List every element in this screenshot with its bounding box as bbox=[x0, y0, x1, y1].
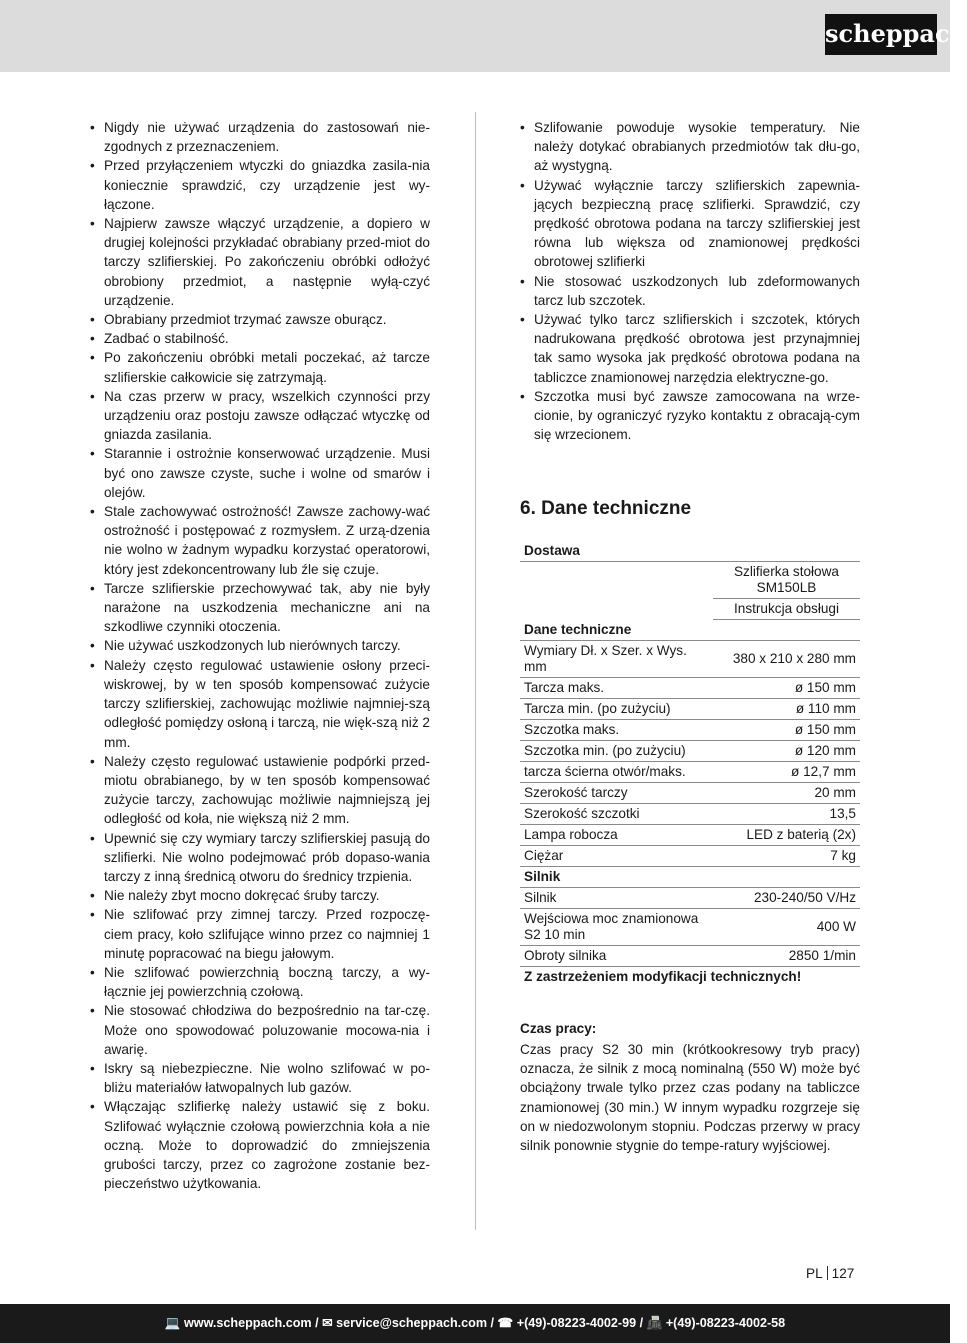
motor-header: Silnik bbox=[520, 867, 860, 888]
table-row bbox=[520, 678, 860, 699]
column-divider bbox=[475, 112, 476, 1230]
spec-value: 230-240/50 V/Hz bbox=[713, 888, 860, 909]
tech-header: Dane techniczne bbox=[520, 620, 860, 641]
spec-value: 2850 1/min bbox=[713, 946, 860, 967]
footer-sep-2: / bbox=[490, 1316, 495, 1330]
safety-list-right bbox=[520, 118, 860, 444]
modification-note: Z zastrzeżeniem modyfikacji technicznych! bbox=[524, 969, 802, 984]
spec-label: Tarcza maks. bbox=[520, 678, 713, 699]
list-item: • Najpierw zawsze włączyć urządzenie, a dopiero w drugiej kolejności przykładać obrabiany przed-miot do tarczy szlifierskiej. Po zakończeniu obróbki odłożyć obrobiony przedmiot, a następnie wyłą-czyć urządzenie. bbox=[90, 214, 430, 310]
phone-icon: ☎ bbox=[497, 1316, 514, 1330]
list-item: • Nie należy zbyt mocno dokręcać śruby tarczy. bbox=[90, 886, 430, 905]
spec-label: Szerokość szczotki bbox=[520, 804, 713, 825]
delivery-header: Dostawa bbox=[520, 541, 860, 562]
list-item: • Należy często regulować ustawienie podpórki przed-miotu obrabianego, by w ten sposób kompensować zużycie tarczy, zachowując możliwie najmniejszą jej odległość od koła, nie większą niż 2 mm. bbox=[90, 752, 430, 829]
spec-label: Szczotka min. (po zużyciu) bbox=[520, 741, 713, 762]
list-item: • Na czas przerw w pracy, wszelkich czynności przy urządzeniu oraz postoju zawsze odłączać wtyczkę od gniazda zasilania. bbox=[90, 387, 430, 445]
table-row bbox=[520, 825, 860, 846]
list-item: • Nigdy nie używać urządzenia do zastosowań nie-zgodnych z przeznaczeniem. bbox=[90, 118, 430, 156]
spec-value: ø 12,7 mm bbox=[713, 762, 860, 783]
spec-label: Szczotka maks. bbox=[520, 720, 713, 741]
table-row bbox=[520, 967, 860, 988]
table-row bbox=[520, 562, 860, 599]
list-item: • Używać wyłącznie tarczy szlifierskich zapewnia-jących bezpieczną pracę szlifierki. Sprawdzić, czy prędkość obrotowa podana na tarczy szlifierskiej jest równa lub większa od znamionowej prędkości obrotowej szlifierki bbox=[520, 176, 860, 272]
list-item: • Nie stosować chłodziwa do bezpośrednio na tar-czę. Może ono spowodować poluzowanie mocowa-nia i awarię. bbox=[90, 1001, 430, 1059]
spec-value: 7 kg bbox=[713, 846, 860, 867]
table-cell-empty bbox=[520, 599, 713, 620]
spec-value: 380 x 210 x 280 mm bbox=[713, 641, 860, 678]
list-item: • Nie szlifować powierzchnią boczną tarczy, a wy-łącznie jej powierzchnią czołową. bbox=[90, 963, 430, 1001]
header-bar bbox=[0, 0, 950, 72]
list-item: • Starannie i ostrożnie konserwować urządzenie. Musi być ono zawsze czyste, suche i wolne od smarów i olejów. bbox=[90, 444, 430, 502]
table-row bbox=[520, 846, 860, 867]
footer-email[interactable]: service@scheppach.com bbox=[336, 1316, 488, 1330]
spec-value: LED z baterią (2x) bbox=[713, 825, 860, 846]
spec-value: 400 W bbox=[713, 909, 860, 946]
spec-label: Silnik bbox=[520, 888, 713, 909]
mail-icon: ✉ bbox=[322, 1316, 333, 1330]
spec-label: Obroty silnika bbox=[520, 946, 713, 967]
page-number bbox=[806, 1266, 854, 1281]
list-item: • Upewnić się czy wymiary tarczy szlifierskiej pasują do szlifierki. Nie wolno podejmować prób dopaso-wania tarczy z inną średnicą otworu do średnicy trzpienia. bbox=[90, 829, 430, 887]
table-row bbox=[520, 762, 860, 783]
table-row bbox=[520, 641, 860, 678]
table-row bbox=[520, 741, 860, 762]
footer-web[interactable]: www.scheppach.com bbox=[183, 1316, 312, 1330]
table-row bbox=[520, 888, 860, 909]
footer-sep-3: / bbox=[639, 1316, 644, 1330]
list-item: • Szczotka musi być zawsze zamocowana na wrze-cionie, by ograniczyć ryzyko kontaktu z obracają-cym się wrzecionem. bbox=[520, 387, 860, 445]
spec-value: ø 150 mm bbox=[713, 678, 860, 699]
table-row bbox=[520, 867, 860, 888]
fax-icon: 📠 bbox=[646, 1316, 663, 1330]
table-row bbox=[520, 946, 860, 967]
table-row bbox=[520, 541, 860, 562]
page-separator bbox=[827, 1266, 828, 1280]
list-item: • Obrabiany przedmiot trzymać zawsze oburącz. bbox=[90, 310, 430, 329]
spec-label: Lampa robocza bbox=[520, 825, 713, 846]
spec-label: Wejściowa moc znamionowa S2 10 min bbox=[520, 909, 713, 946]
footer-fax: +(49)-08223-4002-58 bbox=[665, 1316, 786, 1330]
safety-list-left bbox=[90, 118, 430, 1193]
table-row bbox=[520, 804, 860, 825]
work-time-title: Czas pracy: bbox=[520, 1021, 597, 1036]
table-row bbox=[520, 783, 860, 804]
table-row bbox=[520, 699, 860, 720]
footer-bar bbox=[0, 1304, 950, 1343]
page-lang: PL bbox=[806, 1266, 823, 1281]
spec-value: 13,5 bbox=[713, 804, 860, 825]
spec-label: Tarcza min. (po zużyciu) bbox=[520, 699, 713, 720]
tech-data-table bbox=[520, 541, 860, 987]
list-item: • Po zakończeniu obróbki metali poczekać, aż tarcze szlifierskie całkowicie się zatrzymają. bbox=[90, 348, 430, 386]
section-title: 6. Dane techniczne bbox=[520, 498, 692, 519]
work-time-text: Czas pracy S2 30 min (krótkookresowy tryb pracy) oznacza, że silnik z mocą nominalną (550 W) może być obciążony trwale tylko przez czas podany na tabliczce znamionowej (30 min.) W innym wypadku rozgrzeje się on w niedozwolonym stopniu. Podczas przerwy w pracy silnik ponownie stygnie do tempe-ratury wyjściowej. bbox=[520, 1042, 860, 1154]
delivery-item: Instrukcja obsługi bbox=[713, 599, 860, 620]
page-num: 127 bbox=[831, 1266, 855, 1281]
footer-phone[interactable]: +(49)-08223-4002-99 bbox=[516, 1316, 637, 1330]
right-column bbox=[520, 118, 860, 444]
spec-value: 20 mm bbox=[713, 783, 860, 804]
delivery-item: Szlifierka stołowa SM150LB bbox=[713, 562, 860, 599]
computer-icon: 💻 bbox=[164, 1316, 181, 1330]
table-row bbox=[520, 620, 860, 641]
spec-value: ø 110 mm bbox=[713, 699, 860, 720]
spec-label: Szerokość tarczy bbox=[520, 783, 713, 804]
list-item: • Używać tylko tarcz szlifierskich i szczotek, których nadrukowana prędkość obrotowa jest przynajmniej tak samo wysoka jak prędkość obrotowa podana na tabliczce znamionowej narzędzia elektryczne-go. bbox=[520, 310, 860, 387]
spec-label: Ciężar bbox=[520, 846, 713, 867]
spec-value: ø 120 mm bbox=[713, 741, 860, 762]
scheppach-logo: scheppach bbox=[825, 14, 937, 55]
spec-label: Wymiary Dł. x Szer. x Wys. mm bbox=[520, 641, 713, 678]
list-item: • Przed przyłączeniem wtyczki do gniazdka zasila-nia koniecznie sprawdzić, czy urządzenie jest wy-łączone. bbox=[90, 156, 430, 214]
list-item: • Szlifowanie powoduje wysokie temperatury. Nie należy dotykać obrabianych przedmiotów tak dłu-go, aż wystygną. bbox=[520, 118, 860, 176]
list-item: • Należy często regulować ustawienie osłony przeci-wiskrowej, by w ten sposób kompensować zużycie tarczy szlifierskiej, zachowując możliwie najmniej-szą odległość pomiędzy osłoną i tarczą, nie więk-szą niż 2 mm. bbox=[90, 656, 430, 752]
list-item: • Włączając szlifierkę należy ustawić się z boku. Szlifować wyłącznie czołową powierzchnia koła a nie oczną. Może to doprowadzić do zmniejszenia grubości tarczy, przez co zagrożone zostanie bez-pieczeństwo użytkowania. bbox=[90, 1097, 430, 1193]
table-cell-empty bbox=[520, 562, 713, 599]
footer-sep-1: / bbox=[315, 1316, 319, 1330]
list-item: • Nie stosować uszkodzonych lub zdeformowanych tarcz lub szczotek. bbox=[520, 272, 860, 310]
list-item: • Zadbać o stabilność. bbox=[90, 329, 430, 348]
table-row bbox=[520, 909, 860, 946]
spec-value: ø 150 mm bbox=[713, 720, 860, 741]
table-row bbox=[520, 599, 860, 620]
list-item: • Iskry są niebezpieczne. Nie wolno szlifować w po-bliżu materiałów łatwopalnych lub gazów. bbox=[90, 1059, 430, 1097]
table-row bbox=[520, 720, 860, 741]
list-item: • Stale zachowywać ostrożność! Zawsze zachowy-wać ostrożność i postępować z rozmysłem. Z urzą-dzenia nie wolno w żadnym wypadku korzystać operatorowi, który jest zdekoncentrowany lub źle się czuje. bbox=[90, 502, 430, 579]
list-item: • Nie używać uszkodzonych lub nierównych tarczy. bbox=[90, 636, 430, 655]
spec-label: tarcza ścierna otwór/maks. bbox=[520, 762, 713, 783]
list-item: • Nie szlifować przy zimnej tarczy. Przed rozpoczę-ciem pracy, koło szlifujące winno przez co najmniej 1 minutę popracować na biegu jałowym. bbox=[90, 905, 430, 963]
left-column bbox=[90, 118, 430, 1193]
list-item: • Tarcze szlifierskie przechowywać tak, aby nie były narażone na uszkodzenia mechaniczne ani na szkodliwe czynniki otoczenia. bbox=[90, 579, 430, 637]
